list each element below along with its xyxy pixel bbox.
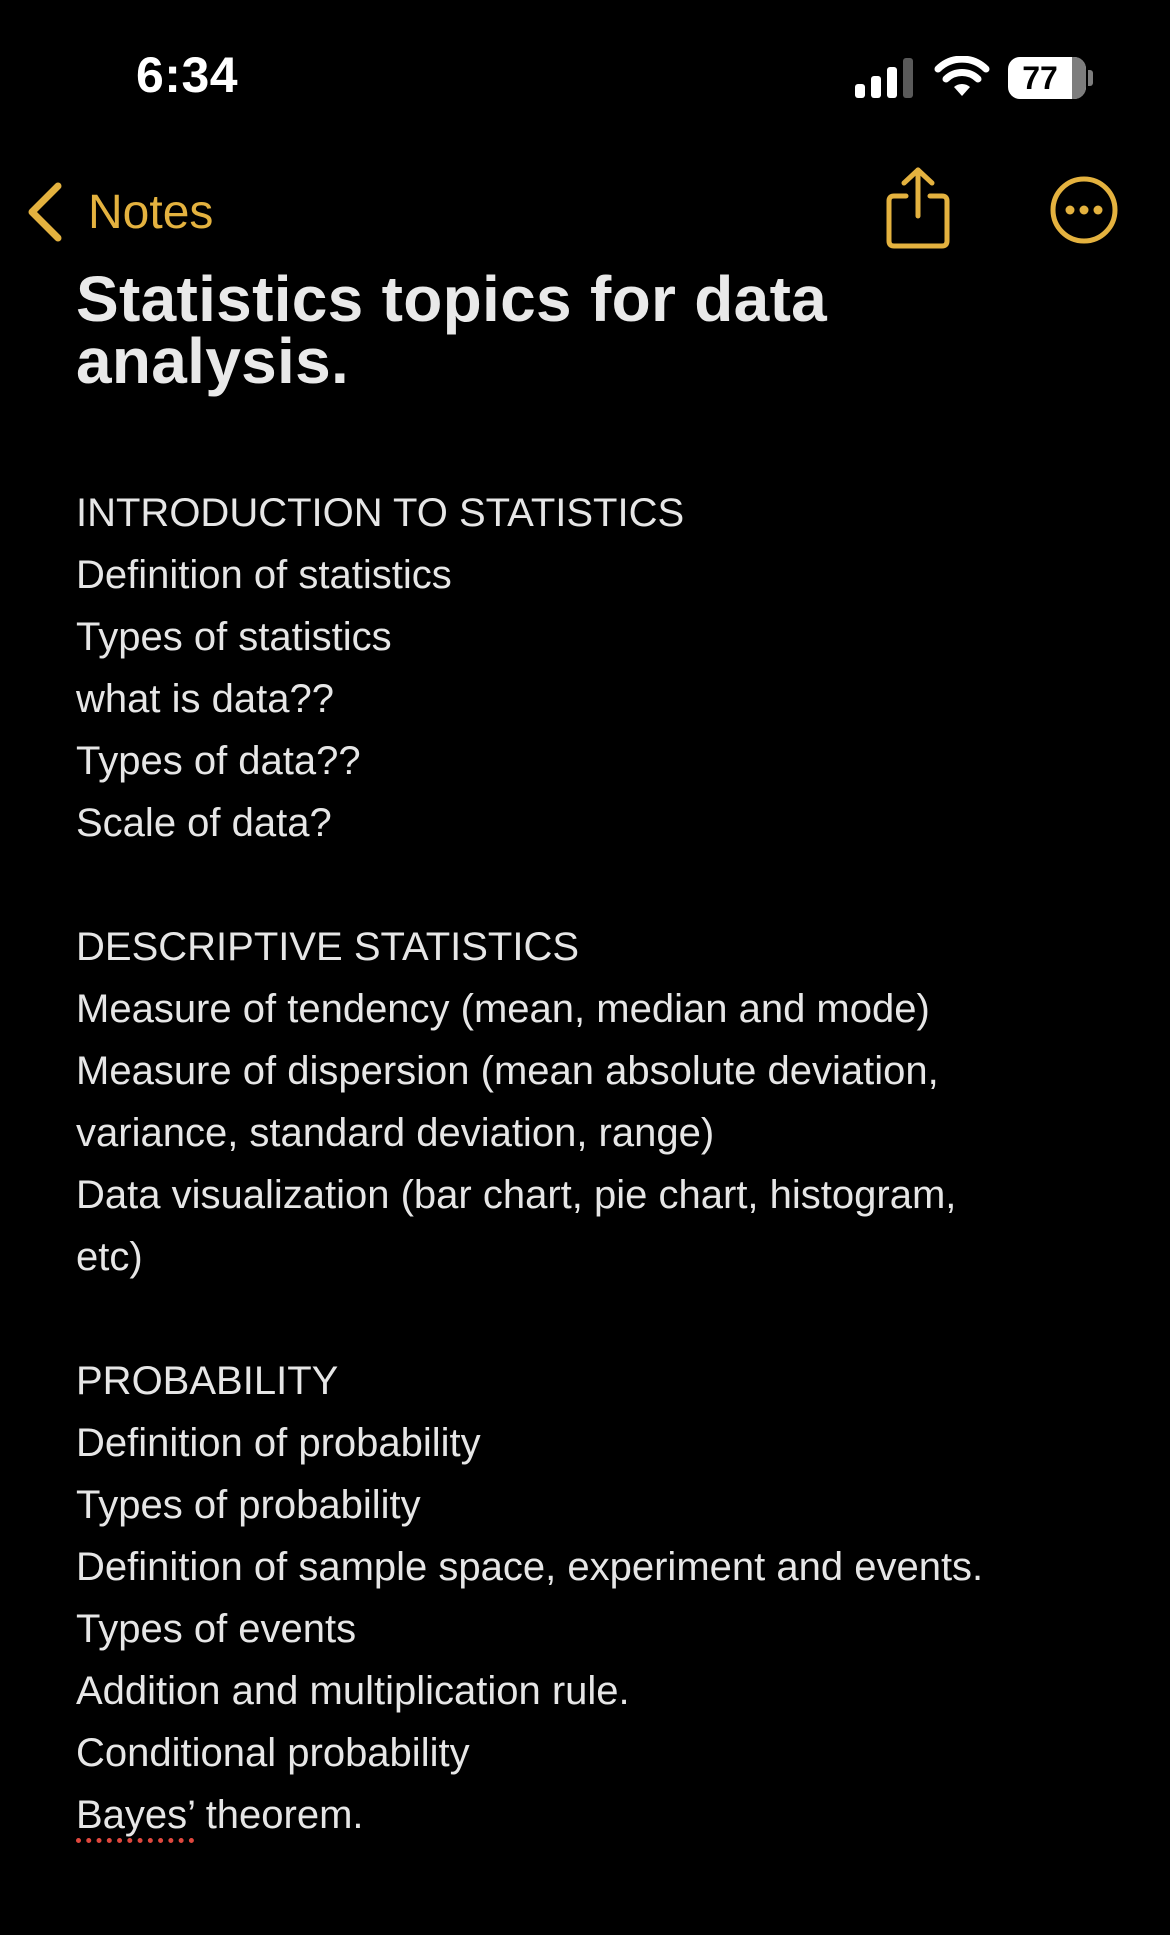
note-line-last (76, 1784, 1096, 1846)
note-line: Measure of tendency (mean, median and mode) (76, 987, 930, 1031)
nav-bar (0, 160, 1170, 260)
note-line: Types of events (76, 1607, 357, 1651)
battery-empty-portion (1072, 57, 1086, 99)
chevron-left-icon (22, 180, 66, 244)
section-heading-descriptive: DESCRIPTIVE STATISTICS (76, 925, 580, 969)
note-line: Types of probability (76, 1483, 421, 1527)
note-line: variance, standard deviation, range) (76, 1111, 715, 1155)
note-line: what is data?? (76, 677, 334, 721)
note-line: Measure of dispersion (mean absolute deviation, (76, 1049, 939, 1093)
battery-icon (1008, 57, 1086, 99)
note-body[interactable] (76, 482, 1096, 1846)
signal-icon (855, 58, 915, 98)
note-line: Types of data?? (76, 739, 361, 783)
more-icon[interactable] (1048, 174, 1120, 246)
note-line: etc) (76, 1235, 143, 1279)
note-line: Types of statistics (76, 615, 392, 659)
share-icon[interactable] (884, 166, 952, 250)
note-line: Conditional probability (76, 1731, 470, 1775)
note-title-line-1: Statistics topics for data (76, 263, 828, 335)
section-heading-introduction: INTRODUCTION TO STATISTICS (76, 491, 685, 535)
note-title-line-2: analysis. (76, 325, 350, 397)
section-heading-probability: PROBABILITY (76, 1359, 339, 1403)
note-line: Definition of probability (76, 1421, 481, 1465)
note-line: Definition of statistics (76, 553, 452, 597)
blank-line (76, 1288, 1096, 1350)
note-line-rest: theorem. (194, 1793, 364, 1837)
battery-cap (1088, 70, 1093, 86)
note-line: Addition and multiplication rule. (76, 1669, 630, 1713)
blank-line (76, 854, 1096, 916)
note-content[interactable] (76, 263, 1096, 1846)
note-line: Scale of data? (76, 801, 332, 845)
note-line: Data visualization (bar chart, pie chart, histogram, (76, 1173, 957, 1217)
back-button[interactable] (22, 172, 213, 252)
status-time: 6:34 (136, 47, 239, 103)
note-title (76, 263, 1096, 397)
wifi-icon (934, 56, 990, 98)
status-bar (0, 0, 1170, 150)
battery-level: 77 (1022, 60, 1058, 96)
note-line: Definition of sample space, experiment and events. (76, 1545, 984, 1589)
misspelled-word[interactable]: Bayes’ (76, 1793, 195, 1837)
back-label: Notes (88, 185, 214, 239)
